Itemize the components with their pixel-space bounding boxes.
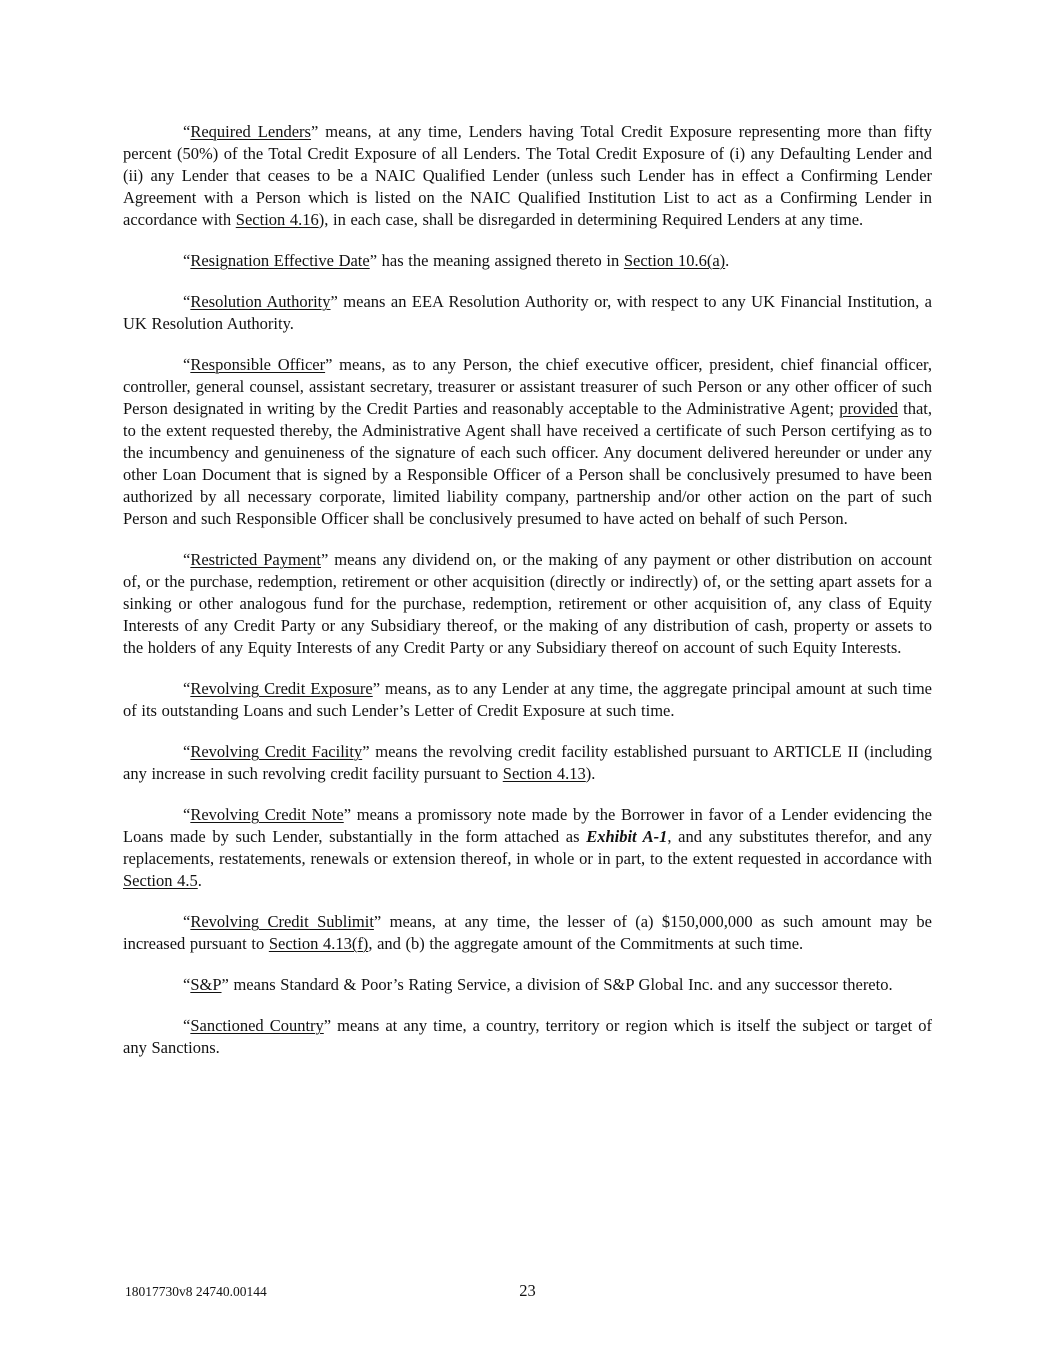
text-run: that, to the extent requested thereby, the Administrative Agent shall have received a certificate of such Person certifying as to the incumbency and genuineness of the signature of each such officer. Any document delivered hereunder or under any other Loan Document that is signed by a Responsible Officer of a Person shall be conclusively presumed to have been authorized by all necessary corporate, limited liability company, partnership and/or other action on the part of such Person and such Responsible Officer shall be conclusively presumed to have acted on behalf of such Person. [123, 399, 932, 528]
text-run: ” means an EEA Resolution Authority or, with respect to any UK Financial Institution, a UK Resolution Authority. [123, 292, 933, 333]
text-run: . [197, 871, 202, 890]
defined-term: Sanctioned Country [190, 1016, 324, 1035]
text-run: , and (b) the aggregate amount of the Commitments at such time. [368, 934, 804, 953]
text-run: ” means, at any time, the lesser of (a) $150,000,000 as such amount may be increased pursuant to [123, 912, 932, 953]
defined-term: Resignation Effective Date [190, 251, 370, 270]
document-body [123, 121, 932, 1059]
section-ref: Section 4.16 [235, 210, 319, 229]
paragraph [123, 291, 932, 335]
text-run: ). [585, 764, 596, 783]
paragraph [123, 250, 932, 272]
text-run: ” means a promissory note made by the Borrower in favor of a Lender evidencing the Loans made by such Lender, substantially in the form attached as [123, 805, 932, 846]
defined-term: Resolution Authority [190, 292, 331, 311]
defined-term: Responsible Officer [190, 355, 326, 374]
text-run: ” means, at any time, Lenders having Total Credit Exposure representing more than fifty percent (50%) of the Total Credit Exposure of all Lenders. The Total Credit Exposure of (i) any Defaulting Lender and (ii) any Lender that ceases to be a NAIC Qualified Lender (unless such Lender has in effect a Confirming Lender Agreement with a Person which is listed on the NAIC Qualified Institution List to act as a Confirming Lender in accordance with [123, 122, 932, 229]
text-run: ” means Standard & Poor’s Rating Service, a division of S&P Global Inc. and any successor thereto. [221, 975, 893, 994]
emphasis-proviso: provided [839, 399, 898, 418]
text-run: “ [183, 1016, 191, 1035]
text-run: “ [183, 122, 191, 141]
document-id-stamp: 18017730v8 24740.00144 [125, 1284, 267, 1299]
text-run: ” means any dividend on, or the making of any payment or other distribution on account of, or the purchase, redemption, retirement or other acquisition (directly or indirectly) of, or the setting apart assets for a sinking or other analogous fund for the purchase, redemption, retirement or other acquisition of, any class of Equity Interests of any Credit Party or any Subsidiary thereof, or the making of any distribution of cash, property or assets to the holders of any Equity Interests of any Credit Party or any Subsidiary thereof on account of such Equity Interests. [123, 550, 932, 657]
defined-term: Revolving Credit Sublimit [190, 912, 374, 931]
text-run: “ [183, 975, 191, 994]
text-run: “ [183, 550, 191, 569]
paragraph [123, 974, 932, 996]
text-run: “ [183, 355, 191, 374]
text-run: ” has the meaning assigned thereto in [369, 251, 624, 270]
paragraph [123, 121, 932, 231]
paragraph [123, 804, 932, 892]
text-run: “ [183, 805, 191, 824]
defined-term: Revolving Credit Note [190, 805, 344, 824]
defined-term: Restricted Payment [190, 550, 321, 569]
page-number: 23 [519, 1281, 536, 1300]
text-run: , and any substitutes therefor, and any replacements, restatements, renewals or extension thereof, in whole or in part, to the extent requested in accordance with [123, 827, 933, 868]
section-ref: Section 4.13 [502, 764, 586, 783]
defined-term: Required Lenders [190, 122, 311, 141]
text-run: ” means, as to any Person, the chief executive officer, president, chief financial officer, controller, general counsel, assistant secretary, treasurer or assistant treasurer of such Person or any other officer of such Person designated in writing by the Credit Parties and reasonably acceptable to the Administrative Agent; [123, 355, 932, 418]
paragraph [123, 678, 932, 722]
defined-term: S&P [190, 975, 222, 994]
text-run: ” means the revolving credit facility established pursuant to ARTICLE II (including any increase in such revolving credit facility pursuant to [123, 742, 932, 783]
text-run: . [725, 251, 730, 270]
text-run: “ [183, 292, 191, 311]
defined-term: Revolving Credit Exposure [190, 679, 373, 698]
text-run: ), in each case, shall be disregarded in determining Required Lenders at any time. [318, 210, 864, 229]
paragraph [123, 549, 932, 659]
paragraph [123, 354, 932, 530]
text-run: “ [183, 742, 191, 761]
text-run: “ [183, 679, 191, 698]
paragraph [123, 741, 932, 785]
text-run: “ [183, 251, 191, 270]
section-ref: Section 4.13(f) [268, 934, 369, 953]
defined-term: Revolving Credit Facility [190, 742, 363, 761]
section-ref: Section 4.5 [123, 871, 198, 890]
paragraph [123, 1015, 932, 1059]
text-run: ” means, as to any Lender at any time, the aggregate principal amount at such time of its outstanding Loans and such Lender’s Letter of Credit Exposure at such time. [123, 679, 932, 720]
text-run: “ [183, 912, 191, 931]
text-run: ” means at any time, a country, territory or region which is itself the subject or target of any Sanctions. [123, 1016, 932, 1057]
paragraph [123, 911, 932, 955]
exhibit-ref: Exhibit A-1 [586, 827, 668, 846]
section-ref: Section 10.6(a) [623, 251, 726, 270]
page-footer [0, 1280, 1055, 1306]
